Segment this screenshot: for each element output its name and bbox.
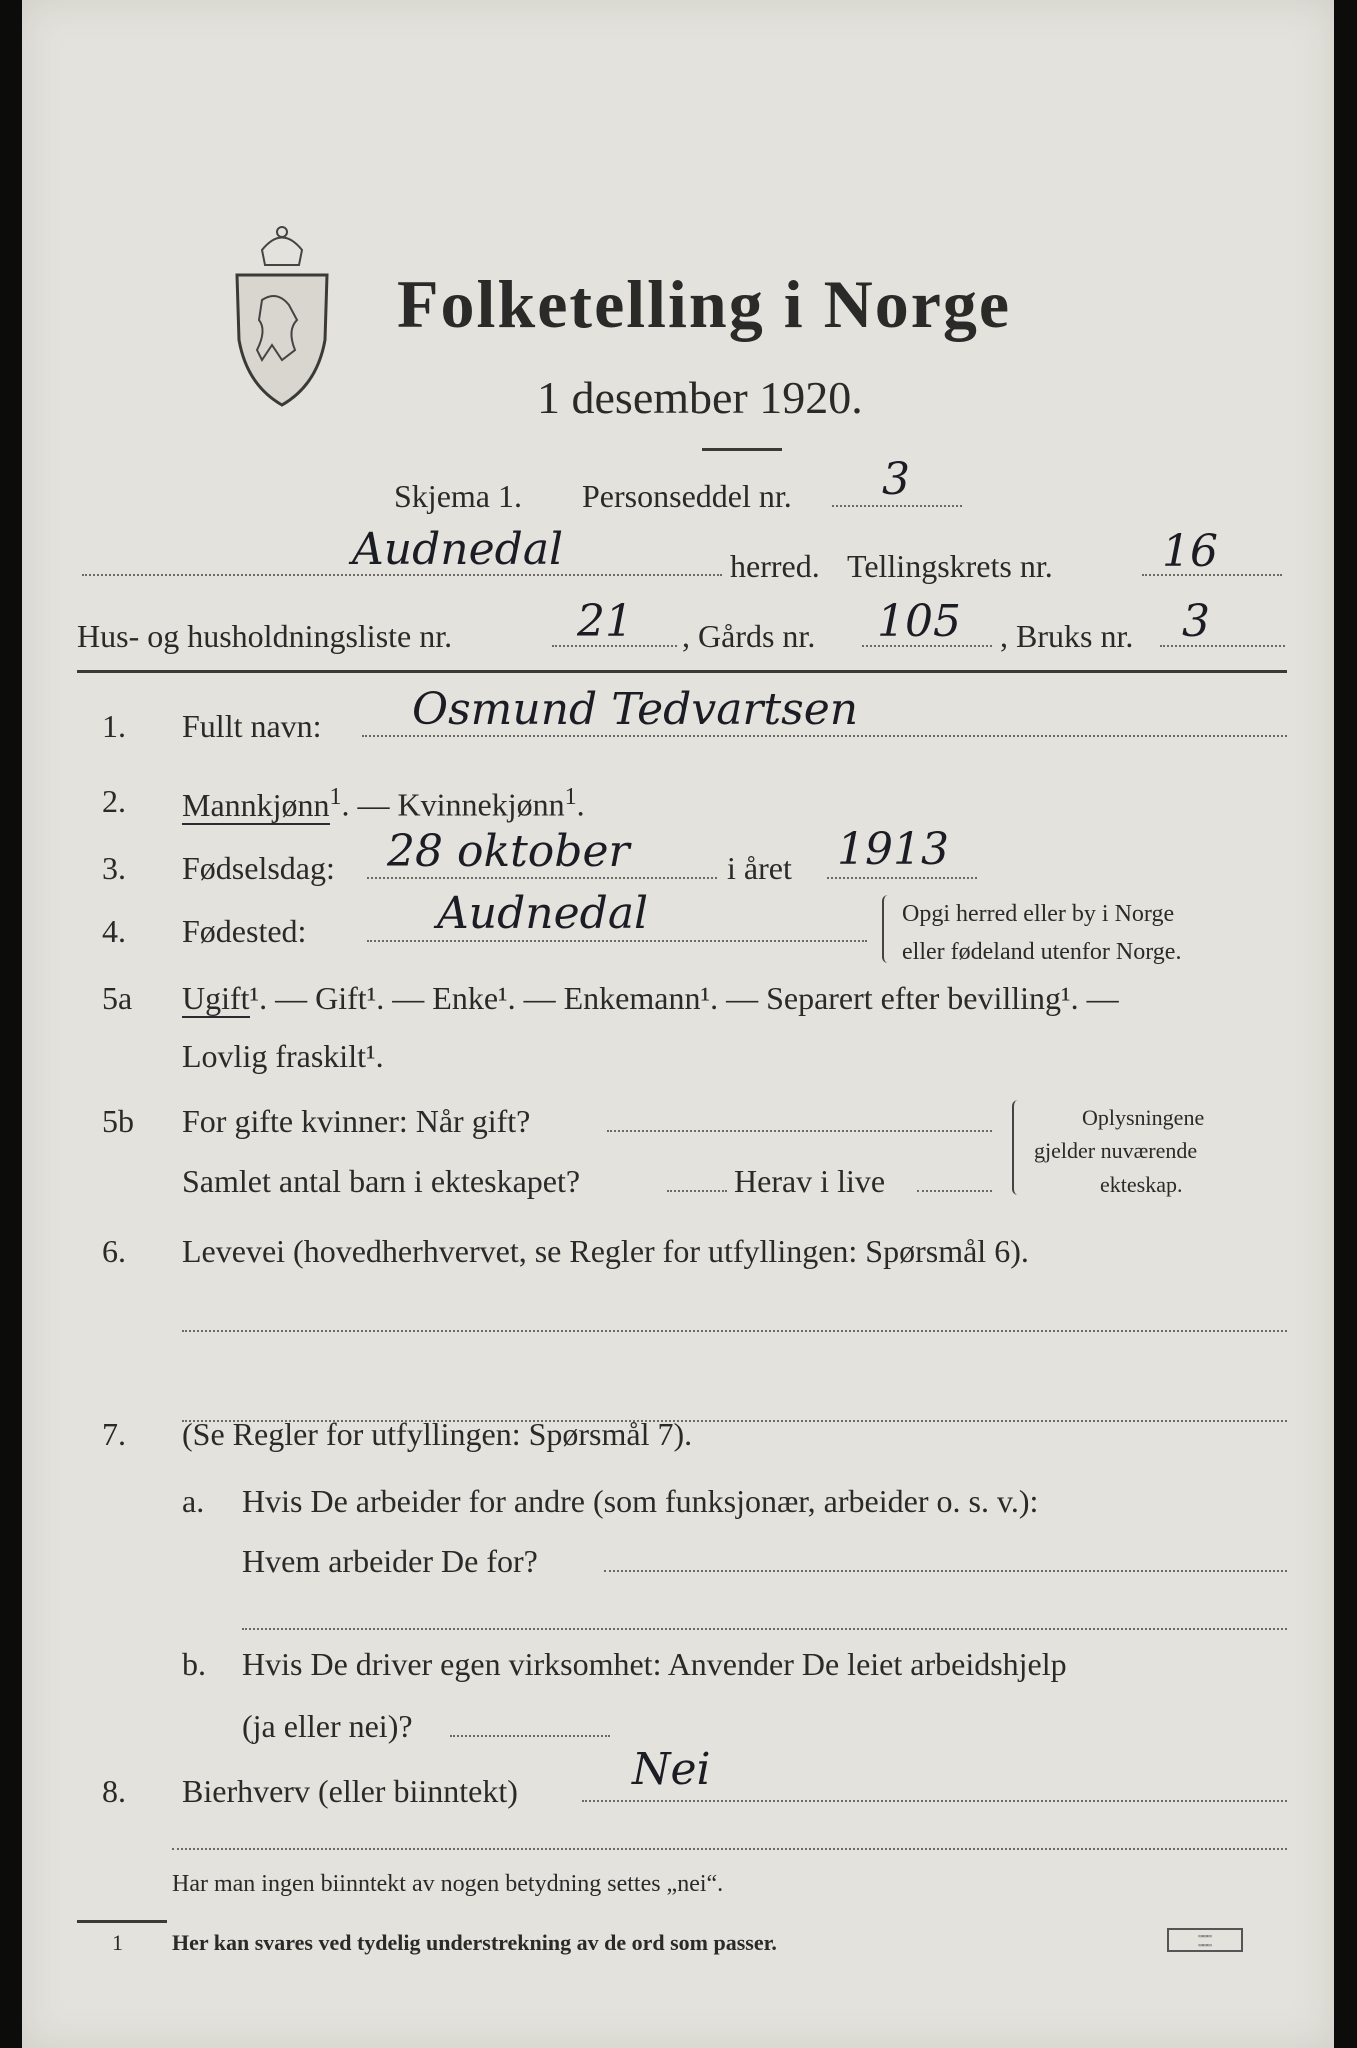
footer-divider	[172, 1848, 1287, 1850]
q7a-line2: Hvem arbeider De for?	[242, 1543, 538, 1579]
birthdate-value[interactable]: 28 oktober	[387, 826, 630, 877]
husliste-value[interactable]: 21	[577, 596, 633, 647]
q5b-married-line	[607, 1130, 992, 1132]
q5b-number: 5b	[102, 1103, 134, 1139]
q5b-line2: Samlet antal barn i ekteskapet?	[182, 1163, 581, 1199]
schema-label: Skjema 1.	[394, 478, 522, 514]
q6-number: 6.	[102, 1233, 126, 1269]
q5b-line1: For gifte kvinner: Når gift?	[182, 1103, 531, 1139]
personseddel-label: Personseddel nr.	[582, 478, 792, 514]
bruks-line	[1160, 645, 1285, 647]
q8-number: 8.	[102, 1773, 126, 1809]
q4-note-line2: eller fødeland utenfor Norge.	[902, 939, 1182, 965]
q4-line	[367, 940, 867, 942]
q3-number: 3.	[102, 850, 126, 886]
q5a-options	[182, 982, 1119, 1014]
q4-label: Fødested:	[182, 913, 307, 949]
female-footnote-mark: 1	[564, 784, 577, 810]
tellingskrets-value[interactable]: 16	[1162, 526, 1218, 577]
q7b-line1: Hvis De driver egen virksomhet: Anvender De leiet arbeidshjelp	[242, 1646, 1067, 1682]
q2-gender	[182, 785, 585, 821]
q1-label: Fullt navn:	[182, 708, 322, 744]
q5b-herav: Herav i live	[734, 1163, 886, 1199]
q3-label: Fødselsdag:	[182, 850, 335, 886]
female-option[interactable]: Kvinnekjønn	[397, 786, 565, 823]
footer-note: Har man ingen biinntekt av nogen betydning settes „nei“.	[172, 1871, 724, 1897]
bruks-value[interactable]: 3	[1182, 596, 1210, 647]
q5a-number: 5a	[102, 980, 133, 1016]
male-option[interactable]: Mannkjønn	[182, 786, 330, 823]
personseddel-line	[832, 505, 962, 507]
q6-line1	[182, 1330, 1287, 1332]
q7b-number: b.	[182, 1646, 206, 1682]
q7a-line1: Hvis De arbeider for andre (som funksjonær, arbeider o. s. v.):	[242, 1483, 1039, 1519]
herred-label: herred.	[730, 548, 820, 584]
title-divider	[702, 448, 782, 451]
footnote-divider	[77, 1920, 167, 1923]
q6-label: Levevei (hovedherhvervet, se Regler for utfyllingen: Spørsmål 6).	[182, 1233, 1029, 1269]
q5b-alive-line	[917, 1190, 992, 1192]
q3-year-line	[827, 877, 977, 879]
side-income-value[interactable]: Nei	[632, 1744, 711, 1795]
q1-number: 1.	[102, 708, 126, 744]
gards-value[interactable]: 105	[877, 596, 961, 647]
q5b-note-line2: gjelder nuværende	[1034, 1138, 1198, 1163]
q5b-brace	[1012, 1100, 1024, 1195]
q7-number: 7.	[102, 1416, 126, 1452]
q7b-line2: (ja eller nei)?	[242, 1708, 413, 1744]
q1-line	[362, 735, 1287, 737]
gender-separator: . —	[341, 786, 398, 823]
q2-number: 2.	[102, 783, 126, 819]
footnote-text: Her kan svares ved tydelig understrekning av de ord som passer.	[172, 1930, 777, 1955]
full-name-value[interactable]: Osmund Tedvartsen	[412, 684, 859, 735]
footnote-mark: 1	[112, 1930, 123, 1955]
q4-number: 4.	[102, 913, 126, 949]
male-footnote-mark: 1	[329, 784, 342, 810]
husliste-label: Hus- og husholdningsliste nr.	[77, 618, 453, 654]
q3-date-line	[367, 877, 717, 879]
ugift-option[interactable]: Ugift	[182, 980, 250, 1016]
q3-year-label: i året	[727, 850, 792, 886]
q4-brace	[882, 895, 894, 963]
q4-note-line1: Opgi herred eller by i Norge	[902, 901, 1175, 927]
personseddel-value[interactable]: 3	[882, 454, 910, 505]
q7a-line-1	[604, 1570, 1287, 1572]
q5b-note-line3: ekteskap.	[1100, 1172, 1183, 1197]
q7a-line-2	[242, 1628, 1287, 1630]
census-form-page	[22, 0, 1334, 2048]
q5b-children-line	[667, 1190, 727, 1192]
header-divider	[77, 670, 1287, 673]
form-title: Folketelling i Norge	[397, 266, 1012, 342]
herred-value[interactable]: Audnedal	[352, 524, 564, 575]
q7-label: (Se Regler for utfyllingen: Spørsmål 7).	[182, 1416, 693, 1452]
q8-label: Bierhverv (eller biinntekt)	[182, 1773, 518, 1809]
q7b-line	[450, 1735, 610, 1737]
bruks-label: , Bruks nr.	[1000, 618, 1134, 654]
form-date: 1 desember 1920.	[537, 372, 863, 423]
marital-options-rest: ¹. — Gift¹. — Enke¹. — Enkemann¹. — Separert efter bevilling¹. —	[249, 980, 1119, 1016]
tellingskrets-label: Tellingskrets nr.	[847, 548, 1053, 584]
q5a-line2: Lovlig fraskilt¹.	[182, 1038, 384, 1074]
birth-year-value[interactable]: 1913	[837, 824, 949, 875]
q5b-note-line1: Oplysningene	[1082, 1105, 1205, 1130]
gards-label: , Gårds nr.	[682, 618, 816, 654]
printer-stamp-icon: ▭▭▭ ▭▭▭	[1167, 1928, 1243, 1952]
birthplace-value[interactable]: Audnedal	[437, 888, 649, 939]
q7a-number: a.	[182, 1483, 205, 1519]
coat-of-arms-icon	[227, 210, 337, 410]
q8-line	[582, 1800, 1287, 1802]
gender-end: .	[576, 786, 585, 823]
